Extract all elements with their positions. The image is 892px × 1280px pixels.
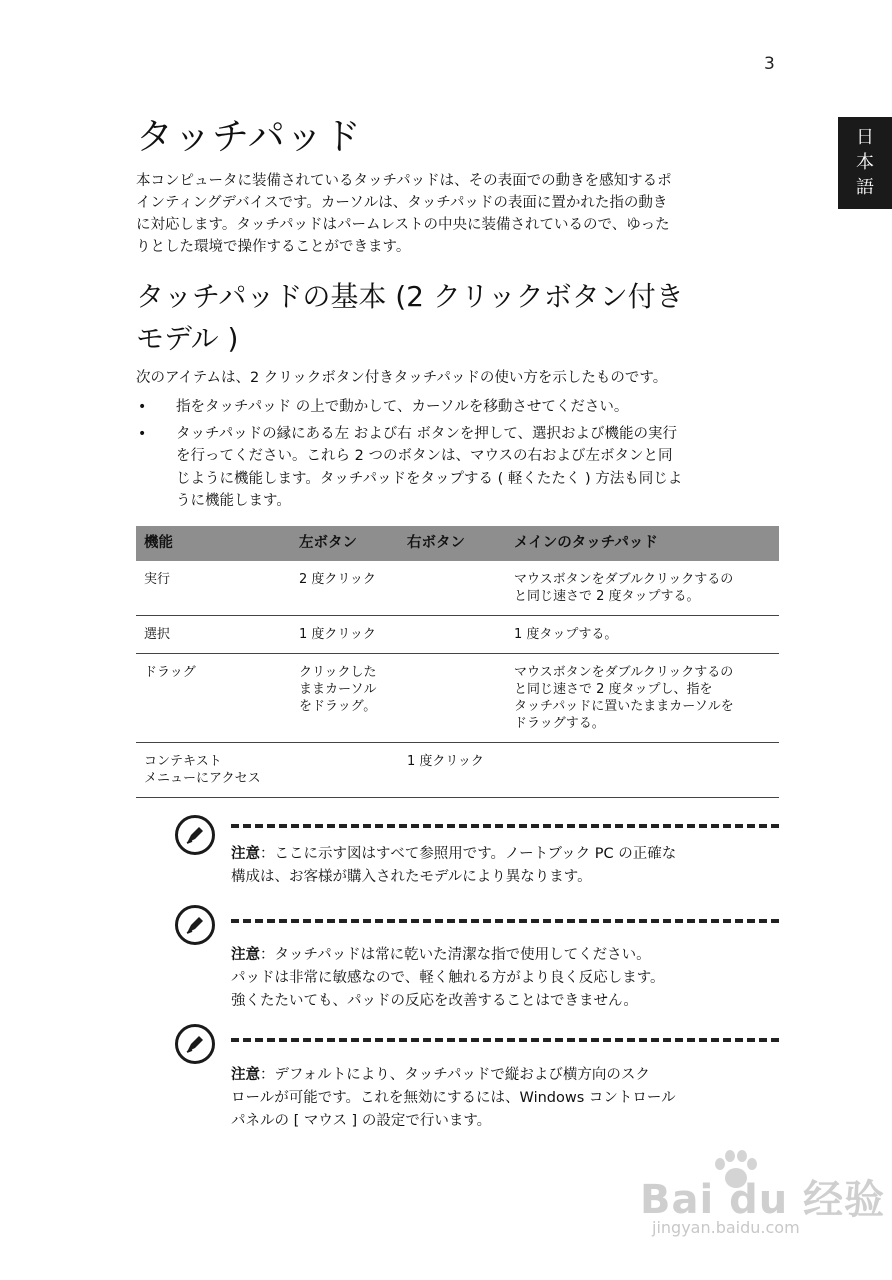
cell-left — [291, 654, 399, 743]
note-line: パネルの [ マウス ] の設定で行います。 — [231, 1113, 492, 1129]
header-main-touchpad: メインのタッチパッド — [506, 526, 779, 561]
note-text — [231, 944, 791, 1013]
intro-line: に対応します。タッチパッドはパームレストの中央に装備されているので、ゆった — [136, 217, 670, 233]
cell-right — [399, 743, 506, 798]
subtitle-line: タッチパッドの基本 (2 クリックボタン付き — [136, 280, 684, 313]
touchpad-function-table — [136, 526, 779, 798]
bullet-item — [136, 396, 781, 419]
note-line: 強くたたいても、パッドの反応を改善することはできません。 — [231, 993, 638, 1009]
cell-line: 選択 — [144, 627, 171, 642]
cell-line: ドラッグ — [144, 665, 196, 680]
bullet-line: タッチパッドの縁にある左 および右 ボタンを押して、選択および機能の実行 — [176, 425, 678, 442]
header-right-button: 右ボタン — [399, 526, 506, 561]
note-label: 注意 — [231, 947, 260, 963]
note-block — [175, 1024, 785, 1139]
intro-line: 本コンピュータに装備されているタッチパッドは、その表面での動きを感知するポ — [136, 173, 672, 189]
table-row — [136, 743, 779, 798]
cell-function — [136, 654, 291, 743]
cell-left — [291, 616, 399, 654]
cell-main — [506, 561, 779, 616]
cell-line: マウスボタンをダブルクリックするの — [514, 572, 734, 587]
cell-line: をドラッグ。 — [299, 699, 377, 714]
bullet-marker: • — [138, 425, 147, 442]
subsection-intro: 次のアイテムは、2 クリックボタン付きタッチパッドの使い方を示したものです。 — [136, 370, 668, 386]
header-function: 機能 — [136, 526, 291, 561]
note-divider — [231, 1038, 779, 1042]
cell-line: 実行 — [144, 572, 171, 587]
cell-line: ままカーソル — [299, 682, 377, 697]
cell-line: 1 度クリック — [299, 627, 376, 642]
bullet-line: じように機能します。タッチパッドをタップする ( 軽くたたく ) 方法も同じよ — [176, 470, 683, 487]
note-block — [175, 905, 785, 1015]
bullet-line: うに機能します。 — [176, 493, 291, 509]
intro-line: りとした環境で操作することができます。 — [136, 239, 411, 255]
note-separator: ： — [260, 947, 275, 963]
page-number: 3 — [764, 54, 775, 74]
bullet-item — [136, 423, 781, 513]
cell-main — [506, 616, 779, 654]
watermark-logo: Bai du 经验 — [640, 1177, 886, 1223]
cell-function — [136, 616, 291, 654]
note-line: タッチパッドは常に乾いた清潔な指で使用してください。 — [274, 947, 651, 963]
bullet-list — [136, 396, 781, 517]
note-line: ここに示す図はすべて参照用です。ノートブック PC の正確な — [274, 846, 677, 862]
cell-line: と同じ速さで 2 度タップし、指を — [514, 682, 713, 697]
intro-paragraph — [136, 170, 781, 258]
cell-line: マウスボタンをダブルクリックするの — [514, 665, 734, 680]
table-row — [136, 561, 779, 616]
note-line: 構成は、お客様が購入されたモデルにより異なります。 — [231, 869, 592, 885]
cell-line: タッチパッドに置いたままカーソルを — [514, 699, 734, 714]
cell-left — [291, 561, 399, 616]
note-separator: ： — [260, 846, 275, 862]
subsection-title — [136, 276, 776, 360]
watermark-url: jingyan.baidu.com — [652, 1218, 800, 1237]
note-block — [175, 815, 785, 905]
cell-line: コンテキスト — [144, 754, 222, 769]
note-divider — [231, 919, 779, 923]
table-row — [136, 616, 779, 654]
cell-main — [506, 654, 779, 743]
cell-right — [399, 616, 506, 654]
cell-line: と同じ速さで 2 度タップする。 — [514, 589, 700, 604]
language-tab-char: 語 — [856, 177, 874, 198]
section-title: タッチパッド — [136, 115, 362, 158]
cell-line: 1 度タップする。 — [514, 627, 618, 642]
table-row — [136, 654, 779, 743]
language-tab-char: 日 — [856, 127, 874, 148]
bullet-line: 指をタッチパッド の上で動かして、カーソルを移動させてください。 — [176, 399, 629, 415]
note-text — [231, 843, 791, 889]
language-tab-char: 本 — [856, 152, 874, 173]
cell-line: 2 度クリック — [299, 572, 376, 587]
note-line: パッドは非常に敏感なので、軽く触れる方がより良く反応します。 — [231, 970, 665, 986]
note-pen-icon — [175, 815, 215, 855]
bullet-marker: • — [138, 399, 147, 415]
table-header-row — [136, 526, 779, 561]
cell-line: メニューにアクセス — [144, 771, 261, 786]
note-text — [231, 1064, 791, 1133]
cell-line: 1 度クリック — [407, 754, 484, 769]
note-pen-icon — [175, 1024, 215, 1064]
cell-line: ドラッグする。 — [514, 716, 605, 731]
cell-left — [291, 743, 399, 798]
cell-function — [136, 561, 291, 616]
note-divider — [231, 824, 779, 828]
intro-line: インティングデバイスです。カーソルは、タッチパッドの表面に置かれた指の動き — [136, 195, 668, 211]
baidu-watermark — [640, 1150, 886, 1250]
note-pen-icon — [175, 905, 215, 945]
cell-right — [399, 561, 506, 616]
bullet-line: を行ってください。これら 2 つのボタンは、マウスの右および左ボタンと同 — [176, 448, 673, 464]
note-label: 注意 — [231, 1067, 260, 1083]
cell-function — [136, 743, 291, 798]
note-line: ロールが可能です。これを無効にするには、Windows コントロール — [231, 1090, 676, 1106]
cell-main — [506, 743, 779, 798]
note-separator: ： — [260, 1067, 275, 1083]
cell-right — [399, 654, 506, 743]
header-left-button: 左ボタン — [291, 526, 399, 561]
subtitle-line: モデル ) — [136, 322, 239, 355]
language-tab — [838, 117, 892, 209]
cell-line: クリックした — [299, 665, 377, 680]
note-label: 注意 — [231, 846, 260, 862]
note-line: デフォルトにより、タッチパッドで縦および横方向のスク — [274, 1067, 650, 1083]
